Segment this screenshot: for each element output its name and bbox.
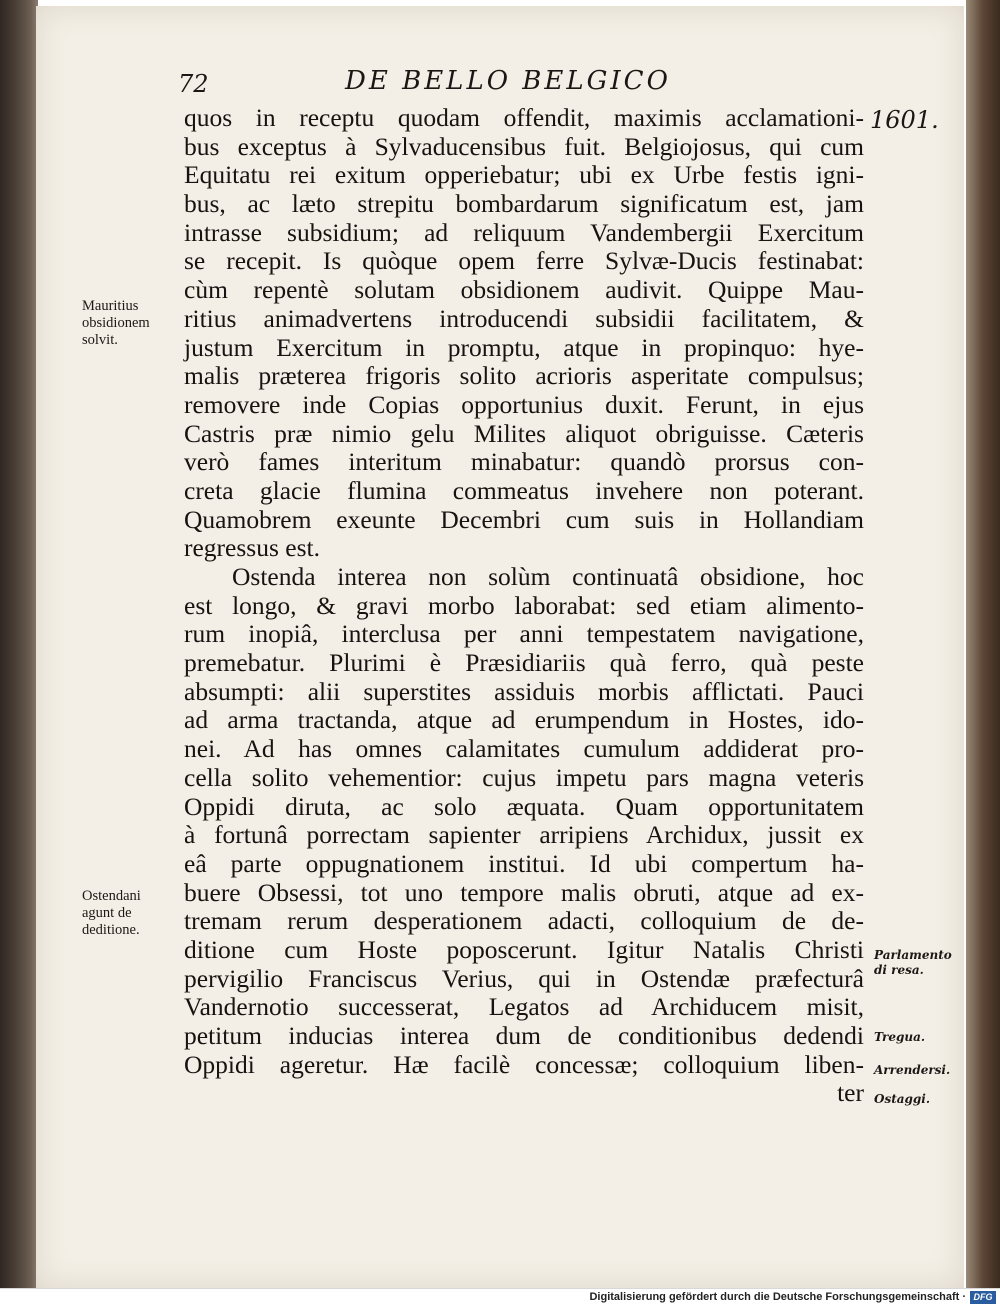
body-line: tremam rerum desperationem adacti, colloquium de de- (184, 906, 864, 936)
running-head: DE BELLO BELGICO (345, 66, 671, 96)
margin-note-line: deditione. (82, 922, 140, 938)
body-line: verò fames interitum minabatur: quandò prorsus con- (184, 447, 864, 477)
catchword: ter (837, 1078, 864, 1108)
margin-note-tregua (874, 1030, 970, 1045)
margin-note-line: obsidionem (82, 315, 150, 331)
margin-note-line: di resa. (874, 963, 924, 977)
margin-note-ostaggi (874, 1092, 970, 1107)
body-line: petitum inducias interea dum de conditionibus dedendi (184, 1021, 864, 1050)
footer-credit: Digitalisierung gefördert durch die Deutsche Forschungsgemeinschaft · (589, 1291, 966, 1303)
body-line: eâ parte oppugnationem institui. Id ubi compertum ha- (184, 848, 864, 878)
body-line: nei. Ad has omnes calamitates cumulum addiderat pro- (184, 734, 864, 764)
body-line: Quamobrem exeunte Decembri cum suis in Hollandiam (184, 504, 864, 534)
margin-note-line: agunt de (82, 905, 132, 921)
margin-note-line: Tregua. (874, 1030, 926, 1044)
margin-note-line: solvit. (82, 332, 118, 348)
body-line: absumpti: alii superstites assiduis morbis afflictati. Pauci (184, 676, 864, 706)
margin-note-parlamento (874, 948, 970, 978)
body-line: se recepit. Is quòque opem ferre Sylvæ-Ducis festinabat: (184, 246, 864, 276)
body-line: premebatur. Plurimi è Præsidiariis quà ferro, quà peste (184, 648, 864, 678)
body-line: pervigilio Franciscus Verius, qui in Ostendæ præfecturâ (184, 963, 864, 993)
margin-year: 1601. (870, 106, 939, 134)
body-line: quos in receptu quodam offendit, maximis acclamationi- (184, 103, 864, 132)
body-text (184, 104, 864, 1108)
book-edge-right (966, 0, 1000, 1288)
body-line: cella solito vehementior: cujus impetu pars magna veteris (184, 762, 864, 792)
body-line: Oppidi diruta, ac solo æquata. Quam opportunitatem (184, 791, 864, 821)
margin-note-arrendersi (874, 1063, 970, 1078)
margin-note-ostendani (82, 888, 182, 939)
margin-note-mauritius (82, 298, 182, 349)
page-number: 72 (178, 70, 209, 98)
body-line: bus, ac læto strepitu bombardarum significatum est, jam (184, 189, 864, 219)
body-line: cùm repentè solutam obsidionem audivit. Quippe Mau- (184, 275, 864, 305)
body-line: malis præterea frigoris solito acrioris asperitate compulsus; (184, 361, 864, 391)
body-line: justum Exercitum in promptu, atque in propinquo: hye- (184, 332, 864, 362)
margin-note-line: Ostaggi. (874, 1092, 931, 1106)
footer-bar (0, 1288, 1000, 1307)
body-line: Equitatu rei exitum opperiebatur; ubi ex Urbe festis igni- (184, 160, 864, 190)
margin-note-line: Arrendersi. (874, 1063, 951, 1077)
book-edge-left (0, 0, 38, 1288)
body-line: Oppidi ageretur. Hæ facilè concessæ; colloquium liben- (184, 1049, 864, 1079)
body-line: ritius animadvertens introducendi subsidii facilitatem, & (184, 303, 864, 333)
body-line-paragraph-start: Ostenda interea non solùm continuatâ obsidione, hoc (232, 562, 864, 591)
margin-note-line: Parlamento (874, 948, 952, 962)
body-line: intrasse subsidium; ad reliquum Vandembergii Exercitum (184, 217, 864, 247)
body-line: Castris præ nimio gelu Milites aliquot obriguisse. Cæteris (184, 418, 864, 448)
body-line: bus exceptus à Sylvaducensibus fuit. Belgiojosus, qui cum (184, 131, 864, 161)
body-line: creta glacie flumina commeatus invehere non poterant. (184, 475, 864, 505)
body-line: removere inde Copias opportunius duxit. Ferunt, in ejus (184, 389, 864, 419)
margin-note-line: Mauritius (82, 298, 139, 314)
body-line: rum inopiâ, interclusa per anni tempestatem navigatione, (184, 619, 864, 649)
body-line: buere Obsessi, tot uno tempore malis obruti, atque ad ex- (184, 877, 864, 907)
body-line: à fortunâ porrectam sapienter arripiens Archidux, jussit ex (184, 820, 864, 850)
body-line: est longo, & gravi morbo laborabat: sed etiam alimento- (184, 590, 864, 620)
body-line: regressus est. (184, 533, 320, 563)
body-line: ad arma tractanda, atque ad erumpendum in Hostes, ido- (184, 705, 864, 735)
dfg-logo-icon: DFG (970, 1291, 996, 1304)
body-line: ditione cum Hoste poposcerunt. Igitur Natalis Christi (184, 934, 864, 964)
margin-note-line: Ostendani (82, 888, 141, 904)
body-line: Vandernotio successerat, Legatos ad Archiducem misit, (184, 992, 864, 1022)
